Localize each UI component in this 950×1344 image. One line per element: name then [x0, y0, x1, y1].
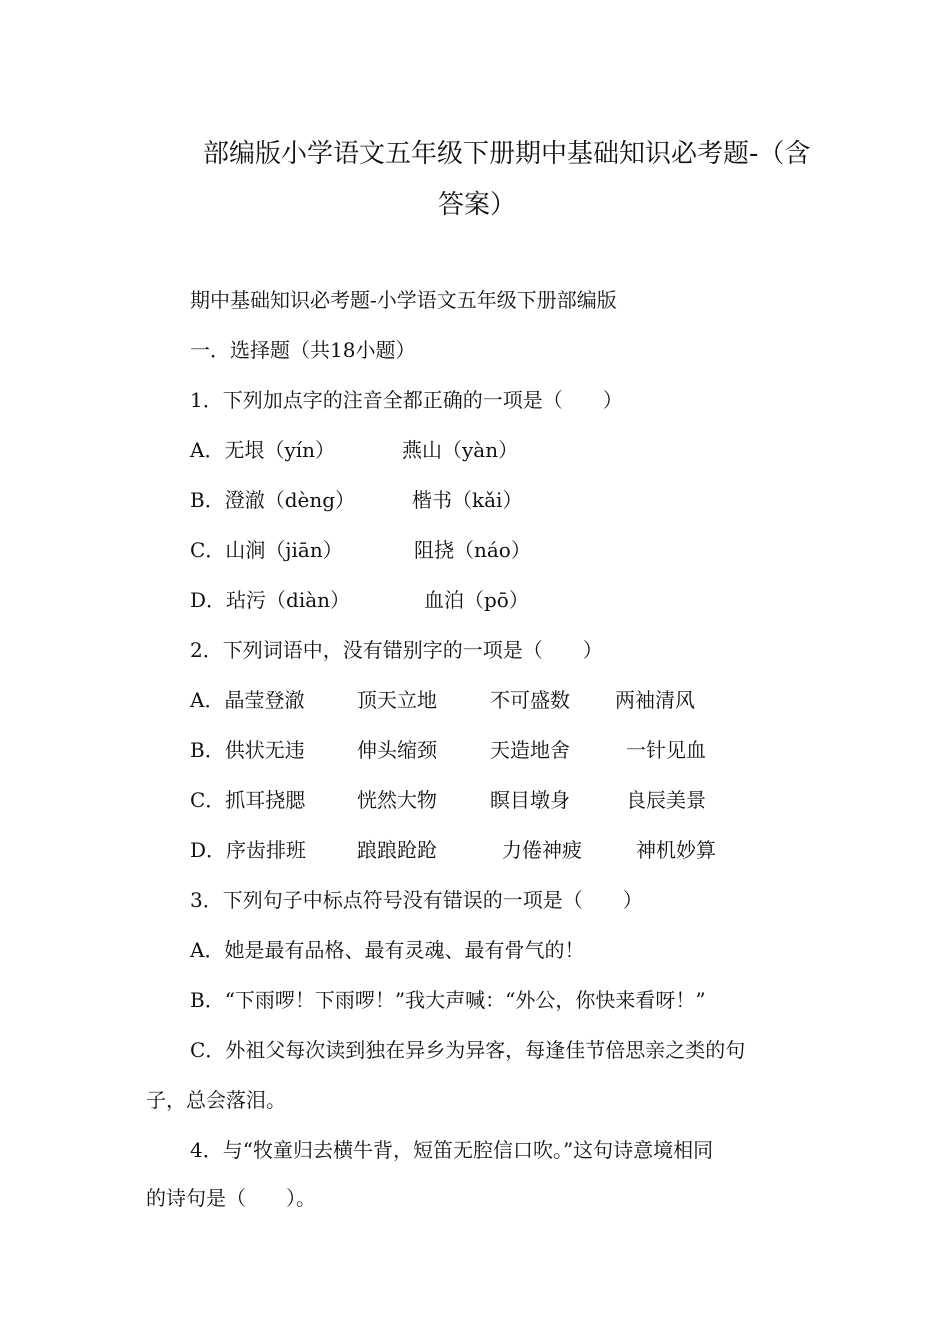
- question-2-option-c-word-2: 恍然大物: [357, 788, 437, 812]
- document-title-line-2: 答案）: [438, 190, 517, 220]
- question-2-option-a-word-4: 两袖清风: [615, 688, 695, 712]
- question-2-option-d-word-1: D．序齿排班: [190, 838, 307, 862]
- question-2-option-b-word-4: 一针见血: [626, 738, 706, 762]
- question-2-option-d-word-4: 神机妙算: [636, 838, 716, 862]
- question-1-stem: 1．下列加点字的注音全都正确的一项是（ ）: [190, 388, 623, 412]
- question-3-option-a: A．她是最有品格、最有灵魂、最有骨气的！: [190, 938, 585, 962]
- question-3-option-c-line-1: C．外祖父每次读到独在异乡为异客，每逢佳节倍思亲之类的句: [190, 1038, 746, 1062]
- question-2-option-c-word-4: 良辰美景: [626, 788, 706, 812]
- document-subtitle: 期中基础知识必考题-小学语文五年级下册部编版: [190, 288, 617, 312]
- question-2-option-c-word-1: C．抓耳挠腮: [190, 788, 306, 812]
- question-2-option-a-word-3: 不可盛数: [490, 688, 570, 712]
- question-2-option-d-word-3: 力倦神疲: [502, 838, 582, 862]
- question-1-option-b: B．澄澈（dèng）: [190, 488, 356, 512]
- question-3-option-c-line-2: 子，总会落泪。: [146, 1088, 286, 1112]
- section-heading: 一．选择题（共18小题）: [190, 338, 416, 362]
- question-1-option-a-second: 燕山（yàn）: [402, 438, 519, 462]
- question-1-option-d: D．玷污（diàn）: [190, 588, 351, 612]
- question-1-option-d-second: 血泊（pō）: [424, 588, 529, 612]
- question-3-stem: 3．下列句子中标点符号没有错误的一项是（ ）: [190, 888, 643, 912]
- question-2-option-c-word-3: 瞑目墩身: [490, 788, 570, 812]
- question-1-option-b-second: 楷书（kǎi）: [412, 488, 523, 512]
- question-1-option-c-second: 阻挠（náo）: [414, 538, 531, 562]
- question-1-option-a: A．无垠（yín）: [190, 438, 336, 462]
- document-title-line-1: 部编版小学语文五年级下册期中基础知识必考题-（含: [203, 139, 811, 169]
- question-2-option-b-word-1: B．供状无违: [190, 738, 305, 762]
- question-4-stem-line-1: 4．与“牧童归去横牛背，短笛无腔信口吹。”这句诗意境相同: [190, 1138, 714, 1162]
- question-3-option-b: B．“下雨啰！下雨啰！”我大声喊：“外公，你快来看呀！”: [190, 988, 706, 1012]
- question-2-stem: 2．下列词语中，没有错别字的一项是（ ）: [190, 638, 603, 662]
- question-1-option-c: C．山涧（jiān）: [190, 538, 343, 562]
- question-2-option-b-word-3: 天造地舍: [490, 738, 570, 762]
- question-2-option-a-word-1: A．晶莹登澈: [190, 688, 305, 712]
- question-2-option-b-word-2: 伸头缩颈: [357, 738, 437, 762]
- question-2-option-a-word-2: 顶天立地: [357, 688, 437, 712]
- question-4-stem-line-2: 的诗句是（ ）。: [146, 1186, 316, 1210]
- question-2-option-d-word-2: 踉踉跄跄: [357, 838, 437, 862]
